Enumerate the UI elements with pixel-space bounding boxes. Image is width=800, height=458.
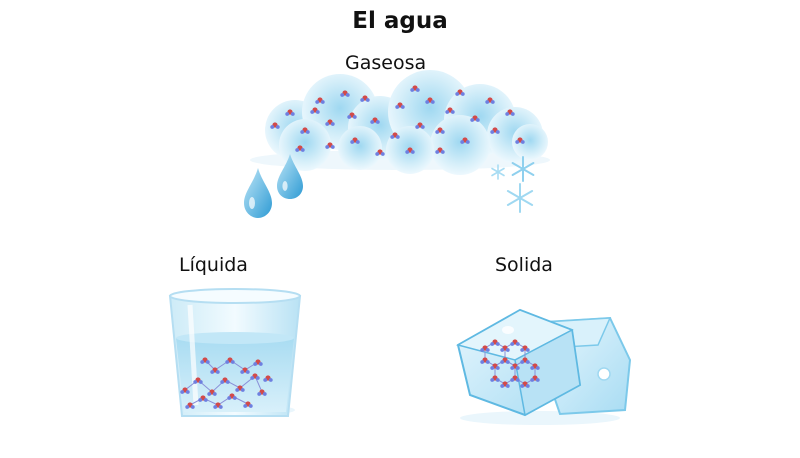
rain-drop-icon <box>244 168 272 218</box>
solid-state-label: Solida <box>495 254 553 276</box>
snowflake-icon <box>508 184 532 212</box>
liquid-state-label: Líquida <box>179 254 248 276</box>
ice-cubes <box>458 310 630 425</box>
gas-state-label: Gaseosa <box>345 52 427 74</box>
cloud <box>250 70 550 175</box>
diagram-title: El agua <box>352 8 448 34</box>
